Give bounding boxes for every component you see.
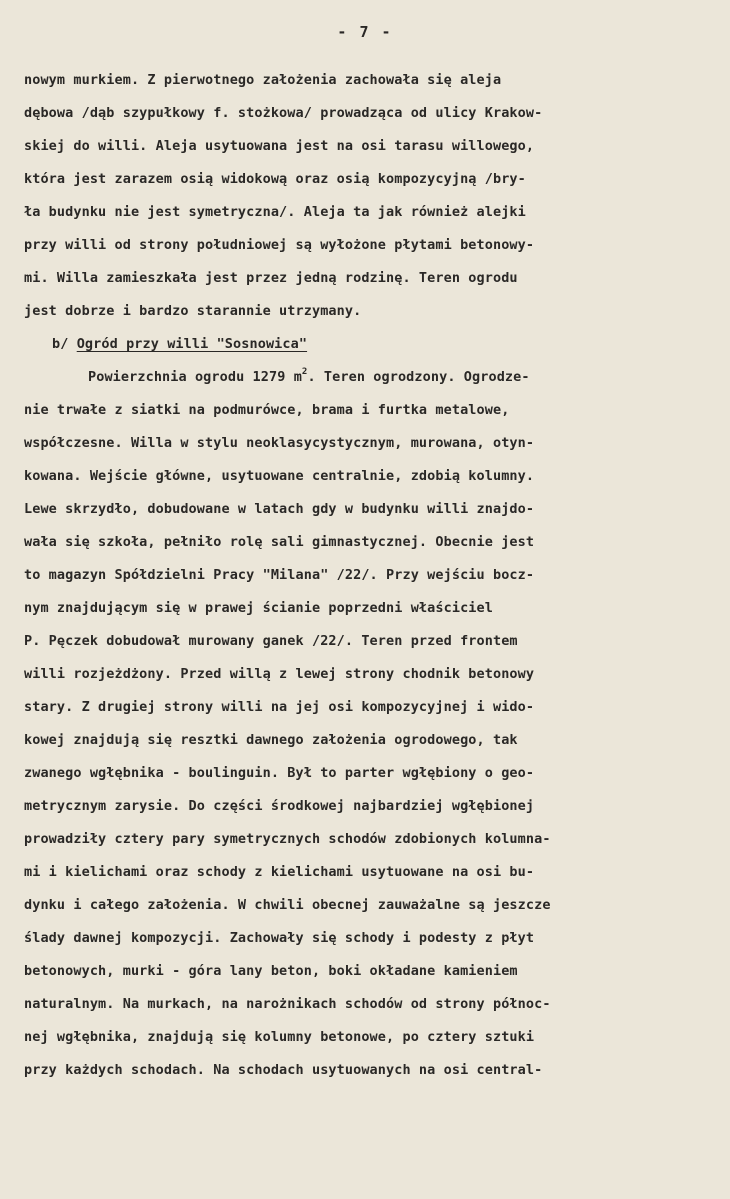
text-line: kowana. Wejście główne, usytuowane centralnie, zdobią kolumny. xyxy=(24,468,535,484)
text-line: skiej do willi. Aleja usytuowana jest na osi tarasu willowego, xyxy=(24,138,535,154)
text-line: prowadziły cztery pary symetrycznych schodów zdobionych kolumna- xyxy=(24,831,551,847)
text-line: dębowa /dąb szypułkowy f. stożkowa/ prowadząca od ulicy Krakow- xyxy=(24,105,543,121)
text-line: P. Pęczek dobudował murowany ganek /22/. Teren przed frontem xyxy=(24,633,518,649)
body-text xyxy=(24,64,714,1087)
text-line: przy willi od strony południowej są wyłożone płytami betonowy- xyxy=(24,237,535,253)
text-fragment: Powierzchnia ogrodu 1279 m xyxy=(88,369,302,385)
text-line: stary. Z drugiej strony willi na jej osi kompozycyjnej i wido- xyxy=(24,699,535,715)
text-line: mi. Willa zamieszkała jest przez jedną rodzinę. Teren ogrodu xyxy=(24,270,518,286)
text-line: wała się szkoła, pełniło rolę sali gimnastycznej. Obecnie jest xyxy=(24,534,535,550)
text-line: Lewe skrzydło, dobudowane w latach gdy w budynku willi znajdo- xyxy=(24,501,535,517)
text-line: to magazyn Spółdzielni Pracy "Milana" /22/. Przy wejściu bocz- xyxy=(24,567,535,583)
text-line: dynku i całego założenia. W chwili obecnej zauważalne są jeszcze xyxy=(24,897,551,913)
text-line: nie trwałe z siatki na podmurówce, brama i furtka metalowe, xyxy=(24,402,510,418)
text-line: nowym murkiem. Z pierwotnego założenia zachowała się aleja xyxy=(24,72,502,88)
text-line: przy każdych schodach. Na schodach usytuowanych na osi central- xyxy=(24,1062,543,1078)
text-line: willi rozjeżdżony. Przed willą z lewej strony chodnik betonowy xyxy=(24,666,535,682)
text-line: współczesne. Willa w stylu neoklasycystycznym, murowana, otyn- xyxy=(24,435,535,451)
text-line: naturalnym. Na murkach, na narożnikach schodów od strony północ- xyxy=(24,996,551,1012)
text-line: zwanego wgłębnika - boulinguin. Był to parter wgłębiony o geo- xyxy=(24,765,535,781)
section-label: b/ xyxy=(52,336,69,352)
text-line: ła budynku nie jest symetryczna/. Aleja ta jak również alejki xyxy=(24,204,526,220)
text-fragment: . Teren ogrodzony. Ogrodze- xyxy=(307,369,530,385)
text-line: kowej znajdują się resztki dawnego założenia ogrodowego, tak xyxy=(24,732,518,748)
text-line: mi i kielichami oraz schody z kielichami usytuowane na osi bu- xyxy=(24,864,535,880)
page-number: - 7 - xyxy=(337,23,393,41)
text-line: metrycznym zarysie. Do części środkowej najbardziej wgłębionej xyxy=(24,798,535,814)
section-heading xyxy=(24,328,714,361)
text-line: która jest zarazem osią widokową oraz osią kompozycyjną /bry- xyxy=(24,171,526,187)
text-line: ślady dawnej kompozycji. Zachowały się schody i podesty z płyt xyxy=(24,930,535,946)
text-line: nym znajdującym się w prawej ścianie poprzedni właściciel xyxy=(24,600,493,616)
text-line: betonowych, murki - góra lany beton, boki okładane kamieniem xyxy=(24,963,518,979)
text-line xyxy=(24,361,714,394)
text-line: jest dobrze i bardzo starannie utrzymany. xyxy=(24,303,362,319)
superscript: 2 xyxy=(301,367,308,377)
section-title: Ogród przy willi "Sosnowica" xyxy=(76,336,308,352)
text-line: nej wgłębnika, znajdują się kolumny betonowe, po cztery sztuki xyxy=(24,1029,535,1045)
